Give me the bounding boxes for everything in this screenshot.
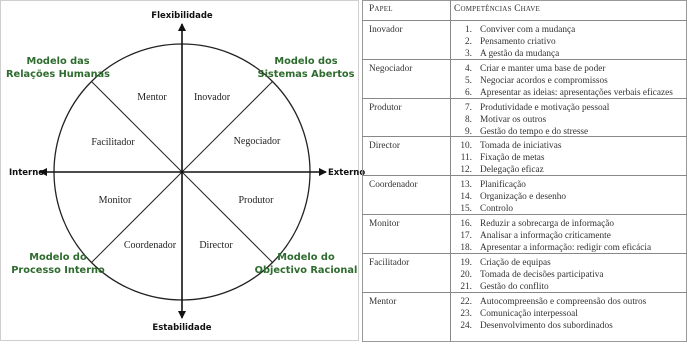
row-separator	[362, 214, 687, 215]
competency-number: 2.	[465, 36, 472, 47]
table-role-cell: Monitor	[369, 219, 400, 229]
competency-number: 23.	[460, 308, 472, 319]
competency-item	[454, 270, 604, 280]
competency-text: Apresentar as ideias: apresentações verbais eficazes	[480, 87, 673, 98]
competency-number: 20.	[460, 269, 472, 280]
competency-number: 24.	[460, 320, 472, 331]
competency-number: 3.	[465, 48, 472, 59]
role-facilitador: Facilitador	[91, 137, 135, 148]
row-separator	[362, 136, 687, 137]
competency-text: Reduzir a sobrecarga de informação	[480, 219, 615, 229]
competencies-table	[362, 0, 687, 343]
column-divider	[450, 0, 451, 342]
competency-number: 8.	[465, 114, 472, 125]
table-role-cell: Inovador	[369, 25, 403, 35]
competency-item	[454, 76, 608, 86]
table-role-cell: Mentor	[369, 297, 397, 307]
model-label-open-systems-line2: Sistemas Abertos	[257, 69, 355, 80]
competency-number: 17.	[460, 230, 472, 241]
competency-item	[454, 258, 551, 268]
competency-text: Apresentar a informação: redigir com eficácia	[480, 242, 652, 253]
competency-number: 10.	[460, 141, 472, 151]
competency-text: Tomada de iniciativas	[480, 141, 562, 151]
competency-text: Comunicação interpessoal	[480, 308, 578, 319]
table-role-cell: Negociador	[369, 64, 413, 74]
model-label-internal-process-line2: Processo Interno	[11, 265, 105, 276]
competency-number: 4.	[465, 64, 472, 74]
competency-item	[454, 64, 605, 74]
row-separator	[362, 175, 687, 176]
row-separator	[362, 59, 687, 60]
model-label-human-relations-line2: Relações Humanas	[6, 69, 110, 80]
competency-item	[454, 88, 673, 98]
competency-text: Criação de equipas	[480, 258, 551, 268]
competency-item	[454, 297, 646, 307]
axis-label-top: Flexibilidade	[151, 11, 213, 21]
competency-item	[454, 103, 609, 113]
header-role: Papel	[369, 4, 393, 14]
competency-item	[454, 309, 578, 319]
role-produtor: Produtor	[238, 195, 274, 206]
axis-label-right: Externo	[328, 168, 366, 178]
competency-item	[454, 153, 545, 163]
competency-text: Conviver com a mudança	[480, 25, 576, 35]
competency-item	[454, 141, 561, 151]
competency-text: Autocompreensão e compreensão dos outros	[480, 297, 647, 307]
header-divider	[362, 20, 687, 21]
competency-item	[454, 192, 566, 202]
competency-text: Gestão do tempo e do stresse	[480, 126, 589, 137]
competency-item	[454, 204, 513, 214]
competency-item	[454, 180, 526, 190]
table-role-cell: Produtor	[369, 103, 402, 113]
competency-text: Planificação	[480, 180, 526, 190]
role-mentor: Mentor	[137, 92, 167, 103]
competency-text: Criar e manter uma base de poder	[480, 64, 606, 74]
row-separator	[362, 253, 687, 254]
competency-text: Motivar os outros	[480, 114, 547, 125]
competency-text: Pensamento criativo	[480, 36, 556, 47]
table-role-cell: Coordenador	[369, 180, 418, 190]
competency-text: Delegação eficaz	[480, 164, 544, 175]
competency-text: A gestão da mudança	[480, 48, 560, 59]
competency-number: 5.	[465, 75, 472, 86]
competency-item	[454, 165, 544, 175]
role-director: Director	[199, 240, 233, 251]
competency-number: 9.	[465, 126, 472, 137]
model-label-open-systems-line1: Modelo dos	[274, 56, 338, 67]
competency-number: 7.	[465, 103, 472, 113]
competency-item	[454, 243, 651, 253]
competency-number: 15.	[460, 203, 472, 214]
competency-text: Analisar a informação criticamente	[480, 230, 611, 241]
competency-number: 14.	[460, 191, 472, 202]
competency-item	[454, 231, 611, 241]
competency-text: Produtividade e motivação pessoal	[480, 103, 610, 113]
competency-text: Negociar acordos e compromissos	[480, 75, 608, 86]
model-label-rational-goal-line1: Modelo do	[277, 252, 335, 263]
table-role-cell: Director	[369, 141, 400, 151]
competency-number: 11.	[460, 152, 472, 163]
header-competencies: Competências Chave	[454, 4, 540, 14]
competency-number: 12.	[460, 164, 472, 175]
role-inovador: Inovador	[193, 92, 231, 103]
role-negociador: Negociador	[233, 136, 281, 147]
competency-number: 6.	[465, 87, 472, 98]
competency-number: 22.	[460, 297, 472, 307]
competency-item	[454, 115, 546, 125]
table-role-cell: Facilitador	[369, 258, 410, 268]
competency-text: Fixação de metas	[480, 152, 545, 163]
competency-text: Organização e desenho	[480, 191, 567, 202]
row-separator	[362, 292, 687, 293]
competency-item	[454, 219, 614, 229]
competency-item	[454, 37, 556, 47]
competency-item	[454, 282, 549, 292]
model-label-human-relations-line1: Modelo das	[26, 56, 90, 67]
competency-text: Gestão do conflito	[480, 281, 549, 292]
competency-number: 21.	[460, 281, 472, 292]
competency-number: 19.	[460, 258, 472, 268]
model-label-internal-process-line1: Modelo do	[29, 252, 87, 263]
competency-number: 18.	[460, 242, 472, 253]
row-separator	[362, 98, 687, 99]
model-label-rational-goal-line2: Objectivo Racional	[254, 265, 358, 276]
competency-text: Desenvolvimento dos subordinados	[480, 320, 613, 331]
competency-number: 16.	[460, 219, 472, 229]
competency-item	[454, 49, 559, 59]
role-coordenador: Coordenador	[123, 240, 177, 251]
competency-item	[454, 25, 575, 35]
competency-item	[454, 321, 613, 331]
competency-text: Tomada de decisões participativa	[480, 269, 604, 280]
axis-label-bottom: Estabilidade	[152, 323, 212, 333]
role-monitor: Monitor	[98, 195, 132, 206]
competency-number: 1.	[465, 25, 472, 35]
competency-number: 13.	[460, 180, 472, 190]
competency-text: Controlo	[480, 203, 514, 214]
axis-label-left: Interno	[9, 168, 45, 178]
